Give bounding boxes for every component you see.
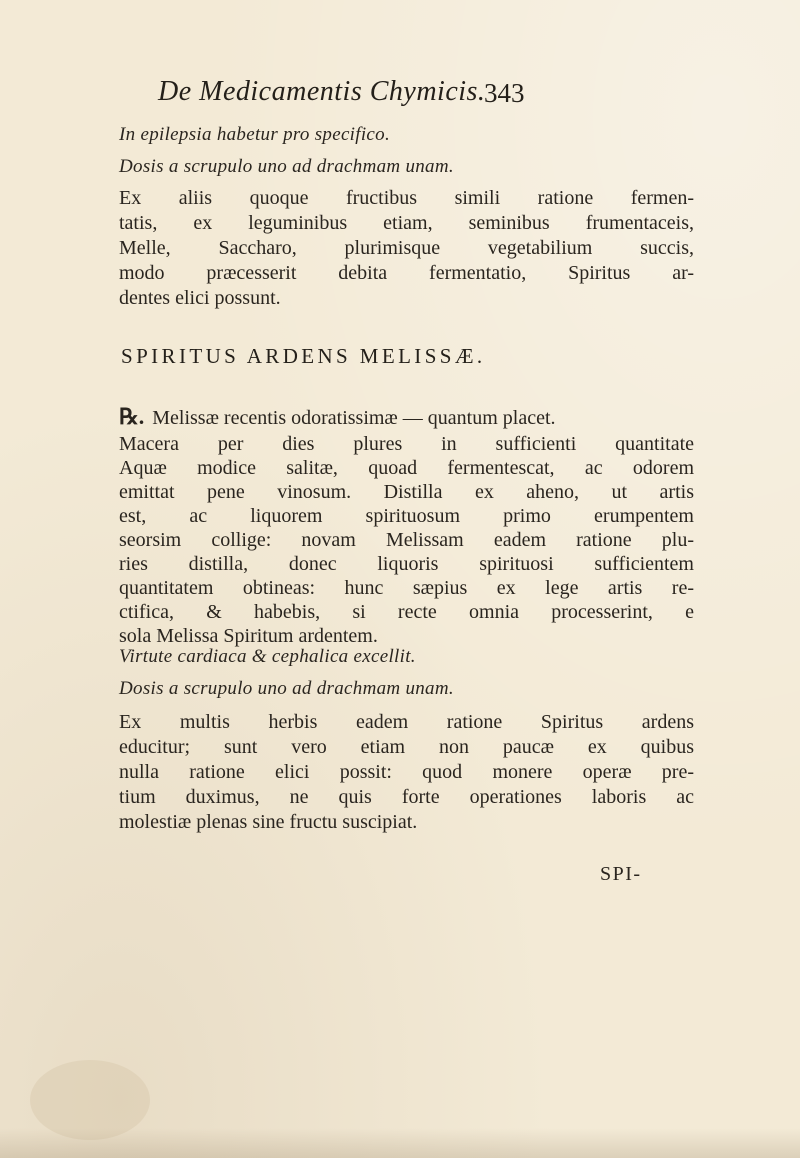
text-line: dentes elici possunt.: [119, 287, 281, 309]
text-line: modo præcesserit debita fermentatio, Spiritus ar-: [119, 262, 694, 284]
section-heading: SPIRITUS ARDENS MELISSÆ.: [121, 344, 486, 368]
text-line: molestiæ plenas sine fructu suscipiat.: [119, 811, 418, 833]
text-line: Melle, Saccharo, plurimisque vegetabilium succis,: [119, 237, 694, 259]
text-line: Macera per dies plures in sufficienti quantitate: [119, 433, 694, 455]
text-line: Aquæ modice salitæ, quoad fermentescat, ac odorem: [119, 457, 694, 479]
text-line: Ex multis herbis eadem ratione Spiritus ardens: [119, 711, 694, 733]
text-line: Dosis a scrupulo uno ad drachmam unam.: [119, 156, 454, 177]
text-line: ctifica, & habebis, si recte omnia processerint, e: [119, 601, 694, 623]
text-line: seorsim collige: novam Melissam eadem ratione plu-: [119, 529, 694, 551]
text-line: quantitatem obtineas: hunc sæpius ex lege artis re-: [119, 577, 694, 599]
text-line: ries distilla, donec liquoris spirituosi sufficientem: [119, 553, 694, 575]
text-line: emittat pene vinosum. Distilla ex aheno, ut artis: [119, 481, 694, 503]
text-line: nulla ratione elici possit: quod monere operæ pre-: [119, 761, 694, 783]
recipe-symbol: ℞.: [119, 404, 145, 429]
text-line: tium duximus, ne quis forte operationes laboris ac: [119, 786, 694, 808]
text-line: est, ac liquorem spirituosum primo erumpentem: [119, 505, 694, 527]
catchword: SPI-: [600, 863, 642, 885]
page-edge-shadow: [0, 1128, 800, 1158]
recipe-text: Melissæ recentis odoratissimæ — quantum placet.: [152, 407, 556, 429]
text-line: Virtute cardiaca & cephalica excellit.: [119, 646, 416, 667]
text-line: sola Melissa Spiritum ardentem.: [119, 625, 378, 647]
text-line: Ex aliis quoque fructibus simili ratione fermen-: [119, 187, 694, 209]
text-line: In epilepsia habetur pro specifico.: [119, 124, 390, 145]
text-line: tatis, ex leguminibus etiam, seminibus frumentaceis,: [119, 212, 694, 234]
running-header: De Medicamentis Chymicis.: [158, 76, 486, 107]
text-line: educitur; sunt vero etiam non paucæ ex quibus: [119, 736, 694, 758]
recipe-line: [119, 406, 556, 428]
page-number: 343: [484, 78, 525, 108]
text-line: Dosis a scrupulo uno ad drachmam unam.: [119, 678, 454, 699]
